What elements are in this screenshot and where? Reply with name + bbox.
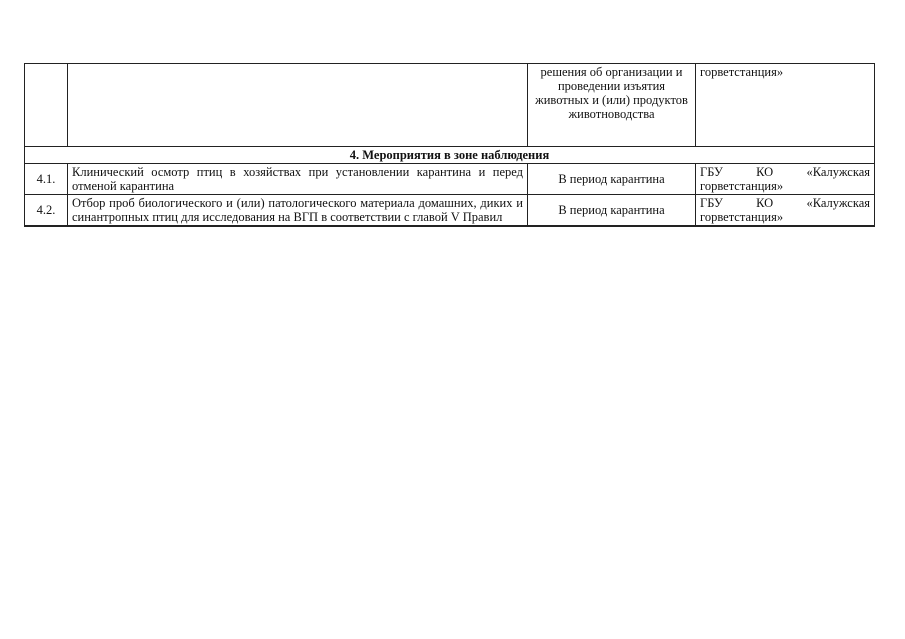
measures-table (24, 63, 875, 227)
responsible-cell: горветстанция» (696, 64, 875, 147)
table-row (25, 164, 875, 195)
row-period: В период карантина (528, 195, 696, 227)
decision-cell: решения об организации и проведении изъятия животных и (или) продуктов животноводства (528, 64, 696, 147)
org-name-part: КО (756, 165, 774, 179)
row-period: В период карантина (528, 164, 696, 195)
section-title: 4. Мероприятия в зоне наблюдения (25, 147, 875, 164)
row-responsible (696, 195, 875, 227)
org-name-part: ГБУ (700, 196, 723, 210)
section-header-row (25, 147, 875, 164)
org-name-part: ГБУ (700, 165, 723, 179)
org-name-part: «Калужская (806, 165, 870, 179)
org-name-line2: горветстанция» (700, 210, 784, 224)
org-name-part: КО (756, 196, 774, 210)
row-responsible (696, 164, 875, 195)
table-row (25, 195, 875, 227)
row-description: Клинический осмотр птиц в хозяйствах при установлении карантина и перед отменой карантина (68, 164, 528, 195)
number-cell (25, 64, 68, 147)
org-name-part: «Калужская (806, 196, 870, 210)
row-number: 4.2. (25, 195, 68, 227)
continuation-row (25, 64, 875, 147)
org-name-line2: горветстанция» (700, 179, 784, 193)
row-description: Отбор проб биологического и (или) патологического материала домашних, диких и синантропных птиц для исследования на ВГП в соответствии с главой V Правил (68, 195, 528, 227)
row-number: 4.1. (25, 164, 68, 195)
description-cell (68, 64, 528, 147)
